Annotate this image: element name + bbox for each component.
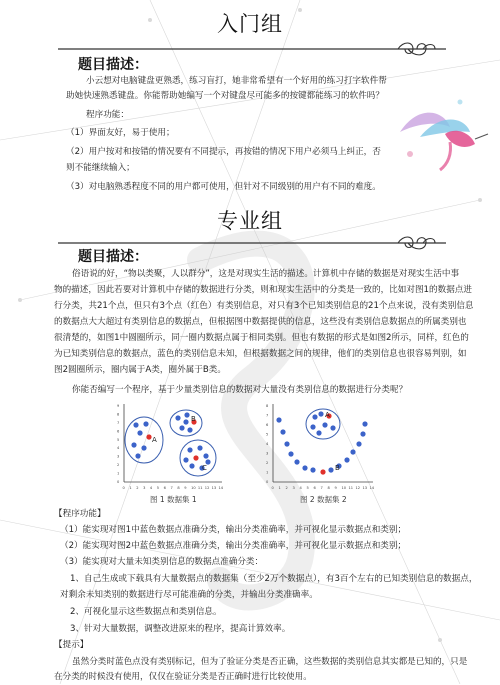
func-sub-item: 对剩余未知类别的数据进行尽可能准确的分类，并输出分类准确率。 [60,590,318,600]
beginner-req-item: （2）用户按对和按错的情况要有不同提示，再按错的情况下用户必须马上纠正，否 [66,147,381,157]
y-tick-label: 2 [266,461,269,465]
unknown-data-point [328,467,333,472]
unknown-data-point [183,419,188,424]
y-tick-label: 0 [117,480,120,484]
y-tick-label: 2 [117,463,120,468]
unknown-data-point [310,467,315,472]
unknown-data-point [294,459,299,464]
known-data-point [146,434,151,439]
x-tick-label: 5 [306,486,309,490]
x-tick-label: 7 [170,486,173,490]
y-tick-label: 4 [117,446,120,451]
beginner-req-item: （3）对电脑熟悉程度不同的用户都可使用，但针对不同级别的用户有不同的难度。 [66,182,381,192]
pro-body-line: 俗语说的好，“物以类聚，人以群分”，这是对现实生活的描述。计算机中存储的数据是对现实生活中事 [72,269,460,279]
x-tick-label: 13 [362,486,368,490]
x-tick-label: 0 [271,486,274,490]
x-tick-label: 9 [184,486,187,490]
x-tick-label: 12 [355,486,361,490]
unknown-data-point [141,445,146,450]
cluster-label: C [202,464,207,472]
unknown-data-point [137,430,142,435]
cluster-label: A [325,411,330,419]
unknown-data-point [322,422,327,427]
pro-body-line: 的数据点大大超过有类别信息的数据点，但根据图中数据提供的信息，这些没有类别信息数据点的所属类别也 [54,317,467,327]
y-tick-label: 6 [117,429,120,434]
func-item: （2）能实现对图2中蓝色数据点准确分类，输出分类准确率，并可视化显示数据点和类别； [60,541,407,551]
y-tick-label: 9 [117,404,120,408]
beginner-intro-line: 助她快速熟悉键盘。你能帮助她编写一个对键盘尽可能多的按键都能练习的软件吗？ [66,91,384,101]
x-tick-label: 7 [320,486,323,490]
beginner-req-title: 程序功能： [86,110,129,120]
x-tick-label: 0 [122,486,125,490]
y-tick-label: 3 [117,454,120,459]
unknown-data-point [133,422,138,427]
x-tick-label: 8 [327,486,330,490]
x-tick-label: 3 [292,486,295,490]
unknown-data-point [184,412,189,417]
unknown-data-point [276,417,281,422]
hummingbird-illustration [390,92,490,172]
cluster-label: B [335,464,340,472]
unknown-data-point [135,453,140,458]
pro-body-line: 行分类，共21个点，但只有3个点（红色）有类别信息，对只有3个已知类别信息的21个点来说，没有类别信息 [54,301,474,311]
section-title-pro: 专业组 [217,209,283,233]
tip-line: 虽然分类时蓝色点没有类别标记，但为了验证分类是否正确，这些数据的类别信息其实都是已知的，只是 [72,657,468,667]
subhead-beginner: 题目描述： [78,57,148,73]
x-tick-label: 1 [278,486,281,490]
x-tick-label: 10 [191,486,196,490]
y-tick-label: 7 [117,420,120,425]
unknown-data-point [203,453,208,458]
x-tick-label: 14 [369,486,375,490]
func-item: （3）能实现对大量未知类别信息的数据点准确分类： [60,557,264,567]
unknown-data-point [302,465,307,470]
y-tick-label: 5 [266,432,269,437]
unknown-data-point [312,414,317,419]
x-tick-label: 9 [334,486,337,490]
x-tick-label: 2 [136,486,139,490]
unknown-data-point [318,411,323,416]
y-tick-label: 3 [266,451,269,456]
x-tick-label: 13 [211,486,217,490]
unknown-data-point [362,421,367,426]
subhead-pro: 题目描述： [78,249,148,265]
unknown-data-point [131,442,136,447]
func-item: （1）能实现对图1中蓝色数据点准确分类，输出分类准确率，并可视化显示数据点和类别； [60,525,407,535]
func-sub-item: 1、自己生成或下载具有大量数据点的数据集（至少2万个数据点），有3百个左右的已知类别信息的数据点， [70,574,478,584]
figure-1-scatter-plot [116,400,226,492]
x-tick-label: 10 [341,486,347,490]
unknown-data-point [187,447,192,452]
x-tick-label: 2 [285,486,288,490]
pro-body-line: 图2圆圈所示，圈内属于A类，圈外属于B类。 [54,365,226,375]
unknown-data-point [143,421,148,426]
beginner-intro-line: 小云想对电脑键盘更熟悉，练习盲打，她非常希望有一个好用的练习打字软件帮 [86,76,387,86]
x-tick-label: 6 [163,486,166,490]
y-tick-label: 8 [117,412,120,417]
figure-1-caption: 图 1 数据集 1 [150,495,197,504]
x-tick-label: 12 [204,486,210,490]
beginner-req-item: （1）界面友好，易于使用； [66,128,175,138]
y-tick-label: 4 [266,442,269,446]
unknown-data-point [197,445,202,450]
unknown-data-point [179,425,184,430]
y-tick-label: 8 [266,404,269,408]
x-tick-label: 4 [299,486,302,490]
unknown-data-point [330,425,335,430]
y-tick-label: 1 [117,471,120,476]
pro-body-line: 很清楚的，如图1中圆圈所示，同一圈内数据点属于相同类别。但也有数据的形式是如图2所示，同样，红色的 [54,333,469,343]
cluster-label: B [191,415,196,423]
figure-2-scatter-plot [265,400,377,492]
func-sub-item: 3、针对大量数据，调整改进原来的程序，提高计算效率。 [70,624,291,634]
known-data-point [193,455,198,460]
unknown-data-point [284,441,289,446]
unknown-data-point [183,457,188,462]
func-sub-item: 2、可视化显示这些数据点和类别信息。 [70,607,222,617]
x-tick-label: 6 [313,486,316,490]
unknown-data-point [189,463,194,468]
x-tick-label: 8 [177,486,180,490]
unknown-data-point [316,430,321,435]
tip-title: 【提示】 [54,640,89,650]
pro-question: 你能否编写一个程序，基于少量类别信息的数据对大量没有类别信息的数据进行分类呢？ [72,385,408,395]
unknown-data-point [344,457,349,462]
unknown-data-point [350,449,355,454]
known-data-point [320,469,325,474]
unknown-data-point [356,441,361,446]
beginner-req-item: 则不能继续输入； [66,163,135,173]
x-tick-label: 11 [348,486,354,490]
y-tick-label: 0 [266,480,269,484]
x-tick-label: 5 [156,486,160,490]
x-tick-label: 4 [149,486,153,490]
y-tick-label: 6 [266,423,269,427]
func-title: 【程序功能】 [54,509,106,519]
section-title-beginner: 入门组 [217,12,283,36]
y-tick-label: 5 [117,437,120,442]
figure-2-caption: 图 2 数据集 2 [300,495,347,504]
pro-body-line: 为已知类别信息的数据点，蓝色的类别信息未知，但根据数据之间的规律，他们的类别信息也很容易判别，如 [54,349,467,359]
unknown-data-point [175,415,180,420]
y-tick-label: 1 [266,470,269,475]
y-tick-label: 7 [266,413,269,418]
tip-line: 在分类的时候没有使用，仅仅在验证分类是否正确时进行比较使用。 [54,672,312,682]
unknown-data-point [310,424,315,429]
unknown-data-point [280,429,285,434]
pro-body-line: 物的描述，因此若要对计算机中存储的数据进行分类，则和现实生活中的分类是一致的，比如对图1的数据点进 [54,285,472,295]
x-tick-label: 3 [143,486,146,490]
unknown-data-point [288,451,293,456]
cluster-label: A [152,436,157,444]
unknown-data-point [360,431,365,436]
x-tick-label: 11 [197,486,203,490]
x-tick-label: 1 [129,486,132,490]
unknown-data-point [187,427,192,432]
x-tick-label: 14 [218,486,224,490]
